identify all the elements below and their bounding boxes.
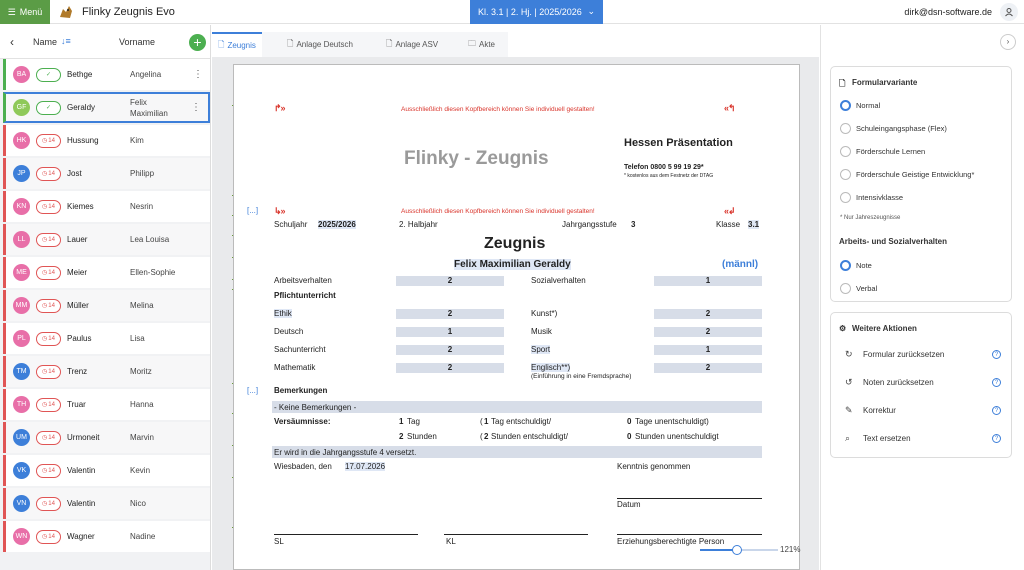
student-row[interactable] [3,488,210,519]
student-firstname: Kim [130,136,144,145]
radio-foerderschule-ge[interactable] [840,169,851,180]
user-icon[interactable] [1000,3,1018,21]
vers-std-ent-label: Stunden entschuldigt/ [491,432,568,441]
student-row[interactable] [3,356,210,387]
form-variant-title: Formularvariante [852,78,918,87]
column-name[interactable]: Name [33,37,58,47]
schuljahr-value[interactable]: 2025/2026 [318,220,356,229]
tab-zeugnis[interactable] [212,32,262,57]
document-icon: 🗋 [218,39,225,49]
student-row[interactable] [3,323,210,354]
clock-icon: ◷ [42,270,48,276]
open-count: 14 [48,236,55,243]
subject-name[interactable]: Englisch**) [531,363,571,372]
student-row[interactable] [3,224,210,255]
vers-std-unent-count[interactable]: 0 [627,432,632,441]
insert-placeholder[interactable]: [...] [247,386,259,395]
top-bar [0,0,1024,24]
student-lastname: Meier [67,268,88,277]
clock-icon: ◷ [42,336,48,342]
header-edit-note: Ausschließlich diesen Kopfbereich können Sie individuell gestalten! [401,208,595,215]
sort-icon[interactable]: ↓≡ [61,36,71,46]
zoom-slider-knob[interactable] [732,545,742,555]
subject-grade[interactable]: 2 [654,309,762,319]
class-selector[interactable] [470,0,603,24]
variant-label: Normal [856,101,881,110]
jahrgangsstufe-label: Jahrgangsstufe [562,220,617,229]
radio-verbal[interactable] [840,283,851,294]
vers-std-count[interactable]: 2 [399,432,404,441]
subject-name: Musik [531,327,552,336]
zoom-level: 121% [780,545,801,554]
actions-card [830,312,1012,458]
options-panel [820,25,1024,570]
help-icon[interactable]: ? [992,378,1001,387]
englisch-note: (Einführung in eine Fremdsprache) [531,373,632,380]
user-email: dirk@dsn-software.de [904,7,992,17]
open-count: 14 [48,335,55,342]
student-row[interactable] [3,158,210,189]
status-badge[interactable] [36,233,61,247]
avatar: VK [13,462,30,479]
arbeitsverhalten-label: Arbeitsverhalten [274,276,332,285]
student-lastname: Wagner [67,532,95,541]
subject-name: Kunst*) [531,309,558,318]
add-student-button[interactable]: + [189,34,206,51]
student-firstname: Nadine [130,532,156,541]
student-lastname: Trenz [67,367,88,376]
student-row[interactable] [3,191,210,222]
hamburger-icon: ☰ [7,6,16,17]
subject-grade[interactable]: 1 [396,327,504,337]
radio-foerderschule-lernen[interactable] [840,146,851,157]
open-count: 14 [48,500,55,507]
subject-name[interactable]: Sport [531,345,551,354]
student-lastname: Hussung [67,136,99,145]
asv-option-label: Verbal [856,284,878,293]
subject-grade[interactable]: 1 [654,345,762,355]
student-firstname: Nesrin [130,202,154,211]
vers-tag-label: Tag [407,417,420,426]
asv-title: Arbeits- und Sozialverhalten [839,237,948,246]
student-firstname: Marvin [130,433,155,442]
menu-button[interactable] [0,0,50,24]
menu-label: Menü [19,7,43,17]
clock-icon: ◷ [42,534,48,540]
student-firstname: Philipp [130,169,155,178]
document-icon: 🗋 [839,79,846,88]
versaeumnisse-label: Versäumnisse: [274,417,331,426]
column-firstname[interactable]: Vorname [119,37,156,47]
student-firstname: Moritz [130,367,152,376]
tab-akte[interactable] [468,32,495,57]
status-badge[interactable] [36,497,61,511]
variant-label: Schuleingangsphase (Flex) [856,124,947,133]
document-viewer [212,57,819,570]
document-title: Zeugnis [484,235,546,252]
status-badge[interactable] [36,464,61,478]
student-firstname: Angelina [130,70,162,79]
student-firstname: Nico [130,499,147,508]
student-lastname: Bethge [67,70,93,79]
sl-label: SL [274,537,284,546]
student-lastname: Müller [67,301,89,310]
klasse-value: 3.1 [748,220,760,229]
form-variant-card [830,66,1012,302]
more-options-icon[interactable]: ⋮ [191,102,201,113]
app-title: Flinky Zeugnis Evo [82,6,175,18]
vers-tag-unent-count[interactable]: 0 [627,417,632,426]
vers-tag-count[interactable]: 1 [399,417,404,426]
action-reset-form[interactable]: Formular zurücksetzen [863,350,945,359]
radio-intensivklasse[interactable] [840,192,851,203]
clock-icon: ◷ [42,501,48,507]
tab-anlage-asv[interactable] [386,32,438,57]
jahrgangsstufe-value: 3 [631,220,636,229]
sozialverhalten-grade[interactable]: 1 [654,276,762,286]
status-badge[interactable] [36,134,61,148]
reset-icon: ↻ [845,349,853,359]
radio-note[interactable] [840,260,851,271]
open-count: 14 [48,170,55,177]
bemerkungen-text: - Keine Bemerkungen - [274,403,357,412]
avatar: VN [13,495,30,512]
subject-grade[interactable]: 2 [654,327,762,337]
sozialverhalten-label: Sozialverhalten [531,276,586,285]
schuljahr-label: Schuljahr [274,220,308,229]
status-badge[interactable] [36,167,61,181]
student-row[interactable] [3,455,210,486]
action-replace-text[interactable]: Text ersetzen [863,434,911,443]
gear-icon: ⚙ [839,324,847,333]
student-row[interactable] [3,389,210,420]
help-icon[interactable]: ? [992,350,1001,359]
student-lastname: Jost [67,169,82,178]
student-row[interactable] [3,422,210,453]
student-firstname: Ellen-Sophie [130,268,176,277]
tab-anlage-deutsch[interactable] [287,32,353,57]
student-lastname: Geraldy [67,103,96,112]
more-options-icon[interactable]: ⋮ [193,69,203,80]
company-phone: Telefon 0800 5 99 19 29* [624,164,704,171]
gender: (männl) [722,259,759,270]
company-name: Hessen Präsentation [624,137,733,149]
clock-icon: ◷ [42,138,48,144]
header-left-arrow-icon: ↱›› [274,103,285,113]
tab-label: Zeugnis [227,41,256,50]
student-sidebar [0,25,211,570]
document-icon: 🗋 [287,38,294,48]
kenntnis-label: Kenntnis genommen [617,462,691,471]
student-row[interactable] [3,92,210,123]
subject-name[interactable]: Ethik [274,309,292,318]
open-count: 14 [48,434,55,441]
datum-label: Datum [617,500,641,509]
open-count: 14 [48,467,55,474]
student-lastname: Kiemes [67,202,94,211]
halbjahr: 2. Halbjahr [399,220,438,229]
student-row[interactable] [3,257,210,288]
subject-name: Deutsch [274,327,304,336]
radio-schuleingangsphase[interactable] [840,123,851,134]
vers-std-ent-count[interactable]: 2 [484,432,489,441]
report-card-page [233,64,800,570]
zoom-slider[interactable] [700,549,778,551]
student-lastname: Truar [67,400,86,409]
document-icon: 🗋 [386,38,393,48]
subject-name: Mathematik [274,363,316,372]
variant-label: Förderschule Lernen [856,147,926,156]
class-selector-label: Kl. 3.1 | 2. Hj. | 2025/2026 [478,7,582,17]
avatar: WN [13,528,30,545]
open-count: 14 [48,368,55,375]
student-firstname: Lea Louisa [130,235,170,244]
undo-icon: ↺ [845,377,853,387]
folder-icon: 🗀 [468,38,476,48]
clock-icon: ◷ [42,204,48,210]
status-badge[interactable] [36,530,61,544]
clock-icon: ◷ [42,369,48,375]
student-lastname: Lauer [67,235,88,244]
clock-icon: ◷ [42,171,48,177]
search-replace-icon: ⌕ [845,433,851,443]
header-edit-note: Ausschließlich diesen Kopfbereich können Sie individuell gestalten! [401,106,595,113]
student-firstname: Melina [130,301,154,310]
vers-tag-unent-label: Tage unentschuldigt) [635,417,709,426]
subject-grade[interactable]: 2 [654,363,762,373]
header-left-arrow-icon: ↳›› [274,206,285,216]
student-row[interactable] [3,125,210,156]
help-icon[interactable]: ? [992,434,1001,443]
arbeitsverhalten-grade[interactable]: 2 [396,276,504,286]
checkmark-icon: ✓ [45,72,52,78]
tab-label: Akte [479,40,496,49]
clock-icon: ◷ [42,237,48,243]
avatar: MM [13,297,30,314]
header-right-arrow-icon: ‹‹↲ [724,206,735,216]
avatar: JP [13,165,30,182]
variant-footnote: * Nur Jahreszeugnisse [840,215,901,221]
avatar: UM [13,429,30,446]
pencil-icon: ✎ [845,405,853,415]
ort-datum-label: Wiesbaden, den [274,462,332,471]
actions-title: Weitere Aktionen [852,324,917,333]
status-badge[interactable] [36,332,61,346]
open-count: 14 [48,302,55,309]
insert-placeholder[interactable]: [...] [247,206,259,215]
student-lastname: Valentin [67,466,96,475]
phone-footnote: * kostenlos aus dem Festnetz der DTAG [624,173,714,179]
subject-grade[interactable]: 2 [396,363,504,373]
erziehungsberechtigte-label: Erziehungsberechtigte Person [617,537,725,546]
student-row[interactable] [3,59,210,90]
clock-icon: ◷ [42,303,48,309]
subject-grade[interactable]: 2 [396,309,504,319]
student-row[interactable] [3,521,210,552]
subject-grade[interactable]: 2 [396,345,504,355]
clock-icon: ◷ [42,468,48,474]
student-row[interactable] [3,290,210,321]
avatar: LL [13,231,30,248]
paren-open: ( [480,417,483,426]
status-badge[interactable] [36,101,61,115]
avatar: TH [13,396,30,413]
clock-icon: ◷ [42,435,48,441]
header-right-arrow-icon: ‹‹↰ [724,103,735,113]
open-count: 14 [48,533,55,540]
vers-std-label: Stunden [407,432,437,441]
variant-label: Förderschule Geistige Entwicklung* [856,170,975,179]
avatar: KN [13,198,30,215]
student-firstname: Lisa [130,334,145,343]
clock-icon: ◷ [42,402,48,408]
status-badge[interactable] [36,365,61,379]
checkmark-icon: ✓ [45,105,52,111]
avatar: GF [13,99,30,116]
status-badge[interactable] [36,398,61,412]
document-tabs [212,32,508,57]
avatar: ME [13,264,30,281]
student-list-header [0,25,210,59]
avatar: BA [13,66,30,83]
app-logo [57,3,75,21]
kl-label: KL [446,537,456,546]
open-count: 14 [48,137,55,144]
student-name: Felix Maximilian Geraldy [454,259,571,270]
student-lastname: Urmoneit [67,433,100,442]
student-firstname: Hanna [130,400,154,409]
radio-normal[interactable] [840,100,851,111]
paren-open: ( [480,432,483,441]
status-badge[interactable] [36,431,61,445]
student-lastname: Valentin [67,499,96,508]
student-lastname: Paulus [67,334,92,343]
signature-line [444,534,588,535]
tab-label: Anlage Deutsch [296,40,353,49]
vers-tag-ent-label: Tag entschuldigt/ [491,417,552,426]
chevron-left-icon[interactable]: ‹ [10,35,14,49]
status-badge[interactable] [36,68,61,82]
status-badge[interactable] [36,299,61,313]
open-count: 14 [48,401,55,408]
klasse-label: Klasse [716,220,741,229]
vers-tag-ent-count[interactable]: 1 [484,417,489,426]
bemerkungen-label: Bemerkungen [274,386,328,395]
status-badge[interactable] [36,200,61,214]
pflichtunterricht-label: Pflichtunterricht [274,291,336,300]
avatar: TM [13,363,30,380]
vers-std-unent-label: Stunden unentschuldigt [635,432,719,441]
signature-line [274,534,418,535]
zeugnis-datum[interactable]: 17.07.2026 [345,462,386,471]
school-brand: Flinky - Zeugnis [404,148,549,169]
signature-line [617,498,762,499]
subject-name: Sachunterricht [274,345,326,354]
versetzung-text: Er wird in die Jahrgangsstufe 4 versetzt. [274,448,417,457]
status-badge[interactable] [36,266,61,280]
tab-label: Anlage ASV [395,40,439,49]
open-count: 14 [48,203,55,210]
avatar: HK [13,132,30,149]
asv-option-label: Note [856,261,872,270]
student-firstname: Felix Maximilian [130,97,168,118]
collapse-panel-icon[interactable]: › [1000,34,1016,50]
help-icon[interactable]: ? [992,406,1001,415]
student-firstname: Kevin [130,466,151,475]
avatar: PL [13,330,30,347]
action-correction[interactable]: Korrektur [863,406,896,415]
variant-label: Intensivklasse [856,193,904,202]
action-reset-grades[interactable]: Noten zurücksetzen [863,378,934,387]
signature-line [617,534,762,535]
open-count: 14 [48,269,55,276]
chevron-down-icon: ⌄ [587,6,595,16]
